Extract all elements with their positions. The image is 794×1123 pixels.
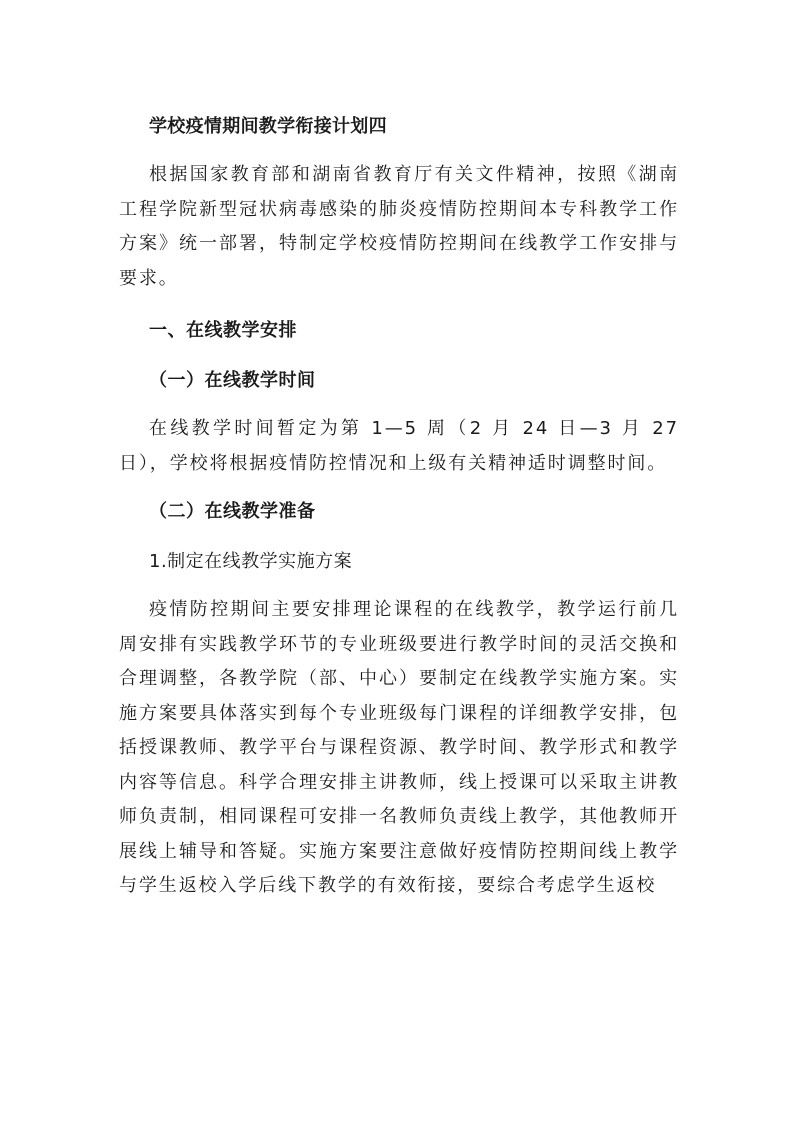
document-title: 学校疫情期间教学衔接计划四 <box>149 116 387 137</box>
section-heading-online-teaching-arrangement: 一、在线教学安排 <box>149 320 297 341</box>
implementation-plan-paragraph: 疫情防控期间主要安排理论课程的在线教学，教学运行前几周安排有实践教学环节的专业班级要进行教学时间的灵活交换和合理调整，各教学院（部、中心）要制定在线教学实施方案。实施方案要具体落实到每个专业班级每门课程的详细教学安排，包括授课教师、教学平台与课程资源、教学时间、教学形式和教学内容等信息。科学合理安排主讲教师，线上授课可以采取主讲教师负责制，相同课程可安排一名教师负责线上教学，其他教师开展线上辅导和答疑。实施方案要注意做好疫情防控期间线上教学与学生返校入学后线下教学的有效衔接，要综合考虑学生返校 <box>119 599 679 896</box>
teaching-time-paragraph: 在线教学时间暂定为第 1—5 周（2 月 24 日—3 月 27 日），学校将根据疫情防控情况和上级有关精神适时调整时间。 <box>119 418 679 474</box>
document-body <box>119 108 679 904</box>
subsection-heading-teaching-preparation: （二）在线教学准备 <box>149 501 316 522</box>
intro-paragraph: 根据国家教育部和湖南省教育厅有关文件精神，按照《湖南工程学院新型冠状病毒感染的肺炎疫情防控期间本专科教学工作方案》统一部署，特制定学校疫情防控期间在线教学工作安排与要求。 <box>119 164 679 289</box>
subsection-heading-teaching-time: （一）在线教学时间 <box>149 370 316 391</box>
item-heading-implementation-plan: 1.制定在线教学实施方案 <box>149 551 353 572</box>
